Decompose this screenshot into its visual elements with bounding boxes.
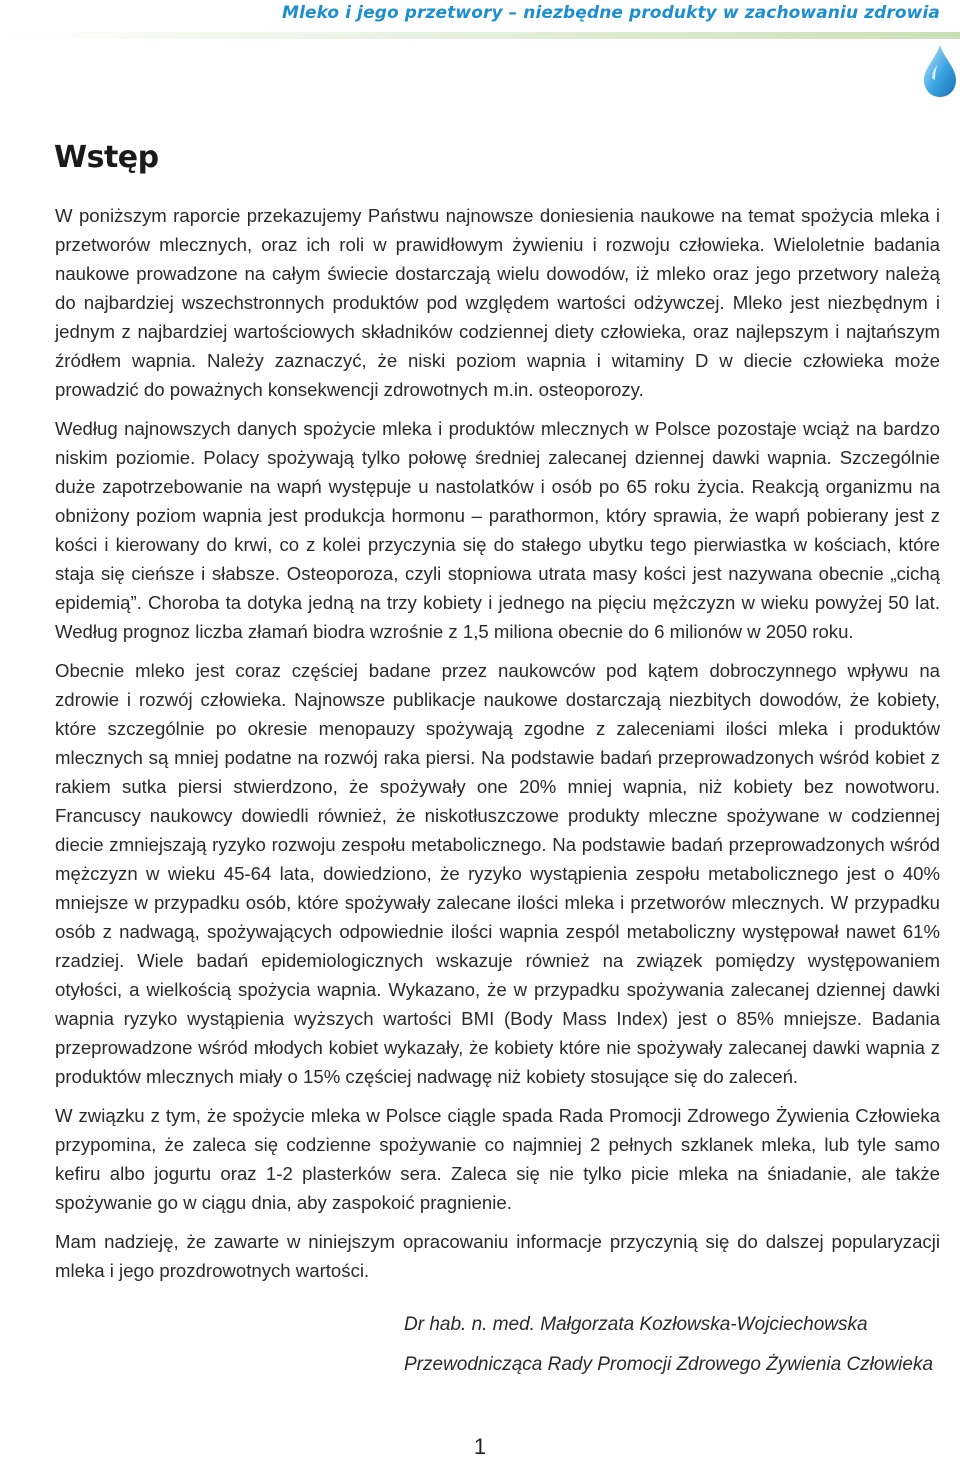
page-header: [0, 0, 960, 42]
article-body: [55, 201, 940, 1295]
paragraph-consumption: Według najnowszych danych spożycie mleka i produktów mlecznych w Polsce pozostaje wciąż na bardzo niskim poziomie. Polacy spożywają tylko połowę średniej zalecanej dziennej dawki wapnia. Szczególnie duże zapotrzebowanie na wapń występuje u nastolatków i osób po 65 roku życia. Reakcją organizmu na obniżony poziom wapnia jest produkcja hormonu – parathormon, który sprawia, że wapń pobierany jest z kości i kierowany do krwi, co z kolei przyczynia się do stałego ubytku tego pierwiastka w kościach, które staja się cieńsze i słabsze. Osteoporoza, czyli stopniowa utrata masy kości jest nazywana obecnie „cichą epidemią”. Choroba ta dotyka jedną na trzy kobiety i jednego na pięciu mężczyzn w wieku powyżej 50 lat. Według prognoz liczba złamań biodra wzrośnie z 1,5 miliona obecnie do 6 milionów w 2050 roku.: [55, 418, 940, 642]
water-drop-icon: [922, 44, 958, 98]
paragraph-recommendation: W związku z tym, że spożycie mleka w Polsce ciągle spada Rada Promocji Zdrowego Żywienia Człowieka przypomina, że zaleca się codzienne spożywanie co najmniej 2 pełnych szklanek mleka, lub tyle samo kefiru albo jogurtu oraz 1-2 plasterków sera. Zaleca się nie tylko picie mleka na śniadanie, ale także spożywanie go w ciągu dnia, aby zaspokoić pragnienie.: [55, 1105, 940, 1213]
paragraph-intro: W poniższym raporcie przekazujemy Państwu najnowsze doniesienia naukowe na temat spożycia mleka i przetworów mlecznych, oraz ich roli w prawidłowym żywieniu i rozwoju człowieka. Wieloletnie badania naukowe prowadzone na całym świecie dostarczają wielu dowodów, iż mleko oraz jego przetwory należą do najbardziej wszechstronnych produktów pod względem wartości odżywczej. Mleko jest niezbędnym i jednym z najbardziej wartościowych składników codziennej diety człowieka, oraz najlepszym i najtańszym źródłem wapnia. Należy zaznaczyć, że niski poziom wapnia i witaminy D w diecie człowieka może prowadzić do poważnych konsekwencji zdrowotnych m.in. osteoporozy.: [55, 205, 940, 400]
signature-name: Dr hab. n. med. Małgorzata Kozłowska-Wojciechowska: [404, 1314, 868, 1335]
signature-role: Przewodnicząca Rady Promocji Zdrowego Żywienia Człowieka: [404, 1354, 934, 1375]
paragraph-closing: Mam nadzieję, że zawarte w niniejszym opracowaniu informacje przyczynią się do dalszej popularyzacji mleka i jego prozdrowotnych wartości.: [55, 1231, 940, 1281]
signature-block: [404, 1305, 933, 1385]
page-number: 1: [473, 1434, 487, 1459]
section-title: Wstęp: [54, 140, 159, 175]
header-divider: [0, 32, 960, 39]
header-title: Mleko i jego przetwory – niezbędne produkty w zachowaniu zdrowia: [282, 3, 940, 23]
paragraph-research: Obecnie mleko jest coraz częściej badane przez naukowców pod kątem dobroczynnego wpływu na zdrowie i rozwój człowieka. Najnowsze publikacje naukowe dostarczają niezbitych dowodów, że kobiety, które szczególnie po okresie menopauzy spożywają zgodne z zaleceniami ilości mleka i produktów mlecznych są mniej podatne na rozwój raka piersi. Na podstawie badań przeprowadzonych wśród kobiet z rakiem sutka piersi stwierdzono, że spożywały one 20% mniej wapnia, niż kobiety bez nowotworu. Francuscy naukowcy dowiedli również, że niskotłuszczowe produkty mleczne spożywane w codziennej diecie zmniejszają ryzyko rozwoju zespołu metabolicznego. Na podstawie badań przeprowadzonych wśród mężczyzn w wieku 45-64 lata, dowiedziono, że ryzyko wystąpienia zespołu metabolicznego jest o 40% mniejsze w przypadku osób, które spożywały zalecane ilości mleka i przetworów mlecznych. W przypadku osób z nadwagą, spożywających odpowiednie ilości wapnia zespól metaboliczny występował nawet 61% rzadziej. Wiele badań epidemiologicznych wskazuje również na związek pomiędzy występowaniem otyłości, a wielkością spożycia wapnia. Wykazano, że w przypadku spożywania zalecanej dziennej dawki wapnia ryzyko wystąpienia wyższych wartości BMI (Body Mass Index) jest o 85% mniejsze. Badania przeprowadzone wśród młodych kobiet wykazały, że kobiety które nie spożywały zalecanej dawki wapnia z produktów mlecznych miały o 15% częściej nadwagę niż kobiety stosujące się do zaleceń.: [55, 660, 940, 1087]
